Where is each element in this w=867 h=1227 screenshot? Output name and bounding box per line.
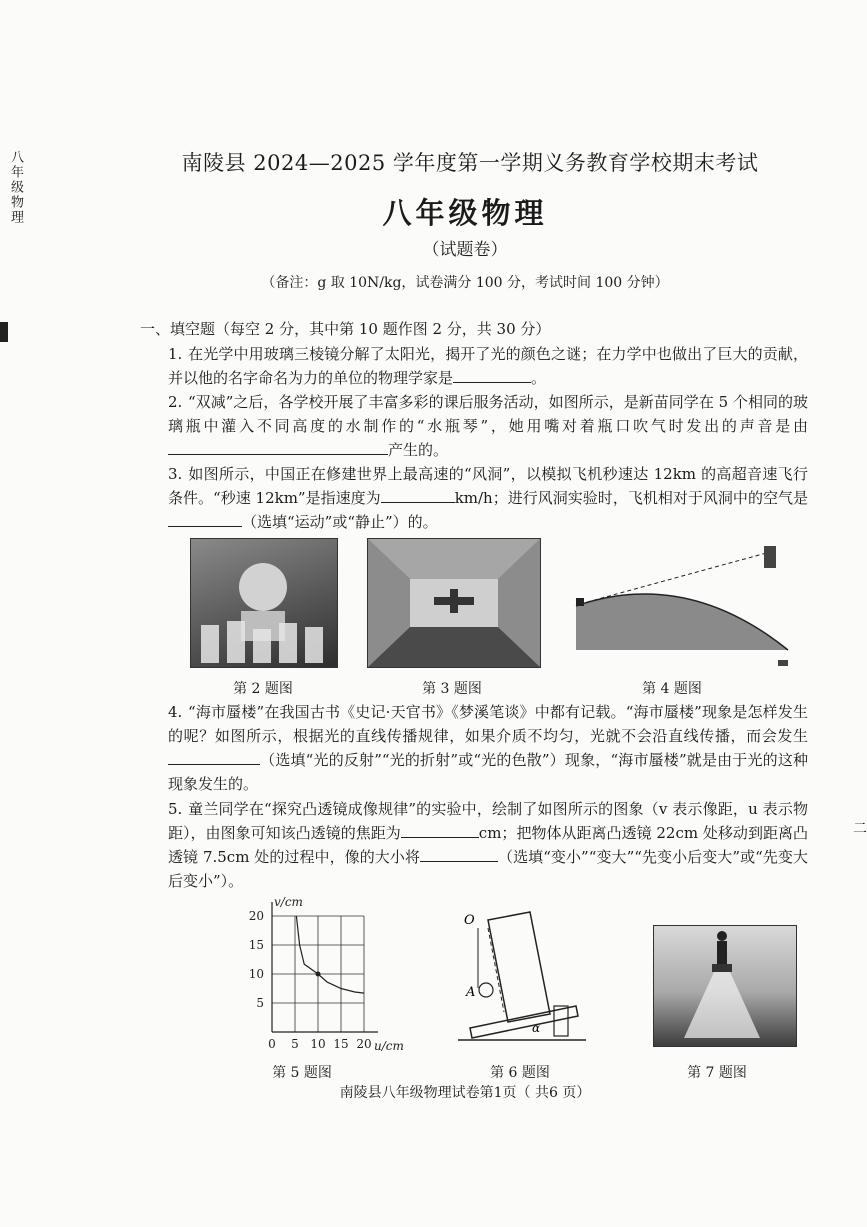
y-tick-label: 10 xyxy=(248,967,264,981)
question-text: 在光学中用玻璃三棱镜分解了太阳光，揭开了光的颜色之谜；在力学中也做出了巨大的贡献，并以他的名字命名为力的单位的物理学家是 xyxy=(168,345,808,387)
label-alpha: α xyxy=(532,1021,541,1035)
chart-series-line xyxy=(296,916,364,993)
x-tick-label: 15 xyxy=(333,1037,349,1051)
question-1 xyxy=(168,342,808,390)
question-text: 如图所示，中国正在修建世界上最高速的“风洞”，以模拟飞机秒速达 12km 的高超音速飞行条件。“秒速 12km”是指速度为 xyxy=(168,465,808,507)
page-footer: 南陵县八年级物理试卷第1页（ 共6 页） xyxy=(339,1085,591,1101)
exam-title: 南陵县 2024—2025 学年度第一学期义务教育学校期末考试 xyxy=(181,151,759,175)
fig7-caption: 第 7 题图 xyxy=(687,1065,747,1081)
side-right-mark: 二 xyxy=(853,821,867,837)
x-tick-label: 20 xyxy=(356,1037,372,1051)
fig5-chart xyxy=(220,894,420,1059)
chart-y-axis-label: v/cm xyxy=(274,895,303,909)
fig4-caption: 第 4 题图 xyxy=(642,681,702,697)
water-bottles-illustration xyxy=(191,539,337,667)
answer-blank[interactable] xyxy=(420,847,498,862)
paper-type: （试题卷） xyxy=(422,240,508,260)
question-text: “双减”之后，各学校开展了丰富多彩的课后服务活动，如图所示，是新苗同学在 5 个相同的玻璃瓶中灌入不同高度的水制作的“水瓶琴”，她用嘴对着瓶口吹气时发出的声音是由 xyxy=(168,393,808,435)
answer-blank[interactable] xyxy=(381,488,455,503)
side-mark xyxy=(0,322,8,342)
answer-blank[interactable] xyxy=(168,750,260,765)
question-text: （选填“运动”或“静止”）的。 xyxy=(242,513,438,531)
x-tick-label: 5 xyxy=(291,1037,299,1051)
question-text: 童兰同学在“探究凸透镜成像规律”的实验中，绘制了如图所示的图象（v 表示像距，u 表示物距），由图象可知该凸透镜的焦距为 xyxy=(168,800,808,842)
answer-blank[interactable] xyxy=(168,440,388,455)
question-3 xyxy=(168,462,808,534)
x-tick-label: 0 xyxy=(268,1037,276,1051)
fig2-image xyxy=(190,538,338,668)
fig3-caption: 第 3 题图 xyxy=(422,681,482,697)
label-o: O xyxy=(464,913,475,928)
question-text: “海市蜃楼”在我国古书《史记·天官书》《梦溪笔谈》中都有记载。“海市蜃楼”现象是怎样发生的呢？如图所示，根据光的直线传播规律，如果介质不均匀，光就不会沿直线传播，而会发生 xyxy=(168,703,808,745)
chart-marked-point xyxy=(316,972,321,977)
x-tick-label: 10 xyxy=(310,1037,326,1051)
question-number: 4. xyxy=(168,703,183,721)
chart-axes xyxy=(272,902,378,1032)
question-number: 2. xyxy=(168,393,183,411)
fig5-caption: 第 5 题图 xyxy=(272,1065,332,1081)
question-text: （选填“光的反射”“光的折射”或“光的色散”）现象，“海市蜃楼”就是由于光的这种现象发生的。 xyxy=(168,751,808,793)
question-text: cm；把物体从距离凸透镜 22cm 处移动到距离凸透镜 7.5cm 处的过程中，像的大小将 xyxy=(168,824,808,866)
fig4-image xyxy=(566,538,798,666)
y-tick-label: 5 xyxy=(256,996,264,1010)
chart-x-axis-label: u/cm xyxy=(374,1039,404,1053)
answer-blank[interactable] xyxy=(401,823,479,838)
answer-blank[interactable] xyxy=(453,368,531,383)
fig6-diagram xyxy=(458,910,588,1055)
question-text: （选填“变小”“变大”“先变小后变大”或“先变大后变小”）。 xyxy=(168,848,808,890)
y-tick-label: 20 xyxy=(248,909,264,923)
chart-ticks xyxy=(249,909,372,1051)
exam-note: （备注：g 取 10N/kg，试卷满分 100 分，考试时间 100 分钟） xyxy=(261,275,669,291)
answer-blank[interactable] xyxy=(168,512,242,527)
fig6-caption: 第 6 题图 xyxy=(490,1065,550,1081)
question-number: 5. xyxy=(168,800,183,818)
fig3-image xyxy=(367,538,541,668)
fig7-image xyxy=(653,925,797,1047)
jetpack-rider-illustration xyxy=(654,926,796,1046)
section-title: 一、填空题（每空 2 分，其中第 10 题作图 2 分，共 30 分） xyxy=(140,320,551,338)
question-text: km/h；进行风洞实验时，飞机相对于风洞中的空气是 xyxy=(454,489,808,507)
mirage-illustration xyxy=(566,538,798,666)
side-label: 八年级物理 xyxy=(8,150,23,225)
fig2-caption: 第 2 题图 xyxy=(233,681,293,697)
wind-tunnel-illustration xyxy=(368,539,540,667)
label-a: A xyxy=(466,985,476,1000)
question-5 xyxy=(168,797,808,893)
y-tick-label: 15 xyxy=(248,938,264,952)
question-text: 。 xyxy=(531,369,547,387)
question-number: 1. xyxy=(168,345,183,363)
exam-subject: 八年级物理 xyxy=(382,196,548,230)
question-4 xyxy=(168,700,808,796)
question-text: 产生的。 xyxy=(388,441,449,459)
question-2 xyxy=(168,390,808,462)
question-number: 3. xyxy=(168,465,183,483)
